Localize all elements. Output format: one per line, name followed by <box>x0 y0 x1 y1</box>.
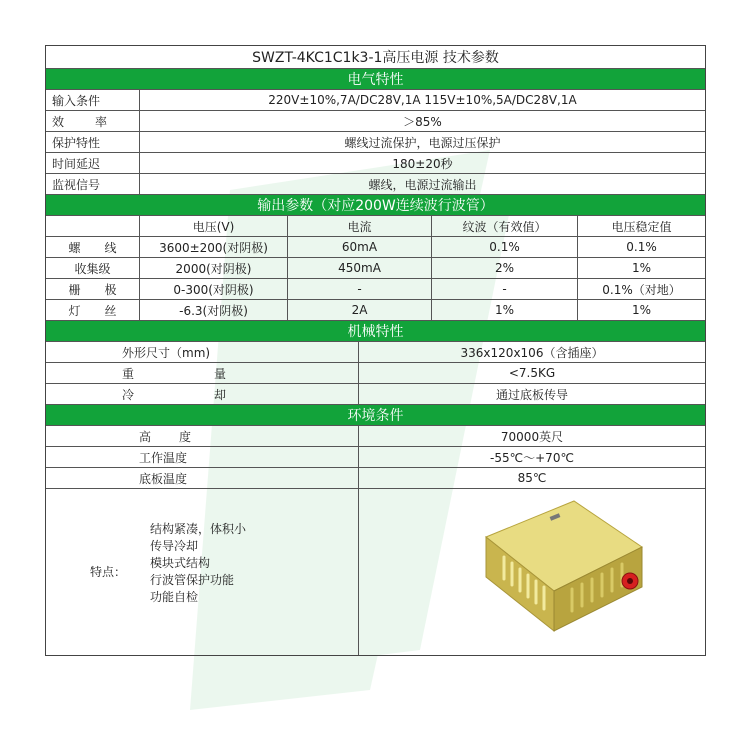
electrical-row <box>46 89 705 110</box>
spec-sheet <box>45 45 706 656</box>
row-value: 70000英尺 <box>358 426 705 446</box>
current-cell: - <box>287 279 431 299</box>
row-label: 收集级 <box>74 261 111 276</box>
row-label: 时间延迟 <box>52 156 101 171</box>
row-label: 效 率 <box>52 114 107 129</box>
stability-cell: 1% <box>577 300 705 320</box>
electrical-row <box>46 110 705 131</box>
feature-item: 功能自检 <box>150 590 199 604</box>
column-header: 电压(V) <box>139 216 287 236</box>
row-label: 保护特性 <box>52 135 101 150</box>
row-value: 180±20秒 <box>139 153 705 173</box>
row-label: 重 量 <box>122 366 226 381</box>
row-value: <7.5KG <box>358 363 705 383</box>
feature-item: 结构紧凑，体积小 <box>150 522 247 536</box>
row-label: 冷 却 <box>122 387 226 402</box>
stability-cell: 0.1% <box>577 237 705 257</box>
column-header: 纹波（有效值） <box>431 216 577 236</box>
row-value: 220V±10%,7A/DC28V,1A 115V±10%,5A/DC28V,1A <box>139 90 705 110</box>
electrical-row <box>46 173 705 194</box>
section-title: 电气特性 <box>347 72 404 88</box>
features-row <box>46 488 705 655</box>
electrical-row <box>46 152 705 173</box>
section-title: 机械特性 <box>347 324 404 340</box>
voltage-cell: 3600±200(对阴极) <box>139 237 287 257</box>
product-photo-panel <box>358 489 705 655</box>
title-row <box>46 45 705 68</box>
output-header <box>46 194 705 215</box>
table-row <box>46 299 705 320</box>
row-label: 工作温度 <box>139 450 188 465</box>
section-title: 环境条件 <box>347 408 404 424</box>
mechanical-row <box>46 341 705 362</box>
electrical-header <box>46 68 705 89</box>
row-label: 栅 极 <box>68 282 117 297</box>
features-list <box>150 521 246 606</box>
row-label: 高 度 <box>139 429 191 444</box>
row-label: 底板温度 <box>139 471 188 486</box>
section-title: 输出参数（对应200W连续波行波管） <box>257 198 494 214</box>
feature-item: 模块式结构 <box>150 556 211 570</box>
table-row <box>46 236 705 257</box>
output-column-headers <box>46 215 705 236</box>
row-label: 灯 丝 <box>68 303 117 318</box>
current-cell: 60mA <box>287 237 431 257</box>
row-value: 螺线过流保护，电源过压保护 <box>139 132 705 152</box>
voltage-cell: -6.3(对阴极) <box>139 300 287 320</box>
features-panel <box>46 489 358 655</box>
mechanical-row <box>46 383 705 404</box>
column-header: 电流 <box>287 216 431 236</box>
feature-item: 行波管保护功能 <box>150 573 235 587</box>
column-header: 电压稳定值 <box>577 216 705 236</box>
row-label: 螺 线 <box>68 240 117 255</box>
table-row <box>46 257 705 278</box>
row-value: -55℃〜+70℃ <box>358 447 705 467</box>
stability-cell: 0.1%（对地） <box>577 279 705 299</box>
column-header <box>46 216 139 236</box>
row-value: ＞85% <box>139 111 705 131</box>
environment-row <box>46 425 705 446</box>
stability-cell: 1% <box>577 258 705 278</box>
power-supply-image <box>484 499 644 639</box>
electrical-row <box>46 131 705 152</box>
page-title: SWZT-4KC1C1k3-1高压电源 技术参数 <box>252 50 499 66</box>
row-value: 螺线，电源过流输出 <box>139 174 705 194</box>
features-label: 特点： <box>90 565 127 579</box>
ripple-cell: 2% <box>431 258 577 278</box>
environment-header <box>46 404 705 425</box>
row-label: 外形尺寸（mm) <box>122 345 211 360</box>
environment-row <box>46 467 705 488</box>
row-value: 336x120x106（含插座） <box>358 342 705 362</box>
row-label: 监视信号 <box>52 177 101 192</box>
current-cell: 2A <box>287 300 431 320</box>
voltage-cell: 2000(对阴极) <box>139 258 287 278</box>
environment-row <box>46 446 705 467</box>
row-value: 通过底板传导 <box>358 384 705 404</box>
row-value: 85℃ <box>358 468 705 488</box>
ripple-cell: 0.1% <box>431 237 577 257</box>
current-cell: 450mA <box>287 258 431 278</box>
mechanical-row <box>46 362 705 383</box>
row-label: 输入条件 <box>52 93 101 108</box>
ripple-cell: - <box>431 279 577 299</box>
table-row <box>46 278 705 299</box>
voltage-cell: 0-300(对阴极) <box>139 279 287 299</box>
feature-item: 传导冷却 <box>150 539 199 553</box>
ripple-cell: 1% <box>431 300 577 320</box>
mechanical-header <box>46 320 705 341</box>
